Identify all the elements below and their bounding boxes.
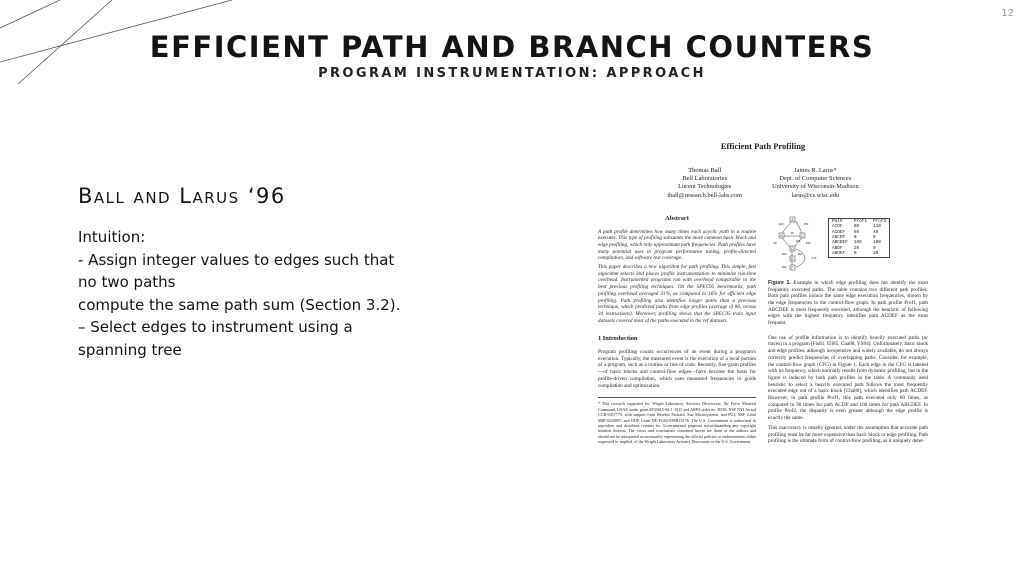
right-column-text <box>768 335 928 445</box>
table-cell: 20 <box>853 245 860 251</box>
paper-image <box>598 135 928 555</box>
author-block <box>667 167 742 200</box>
abstract-paragraph: A path profile determines how many times each acyclic path in a routine executes. This type of profiling subsumes the more common basic block and edge profiling, which only approximate path frequencies. Path profiles have many potential uses in program performance tuning, profile-directed compilation, and software test coverage. <box>598 228 756 262</box>
table-header: Prof1 <box>853 218 867 224</box>
author-name: James R. Larus* <box>794 167 837 174</box>
body-text <box>78 226 448 362</box>
table-cell: 0 <box>853 251 857 257</box>
cfg-edge-label: 110 <box>797 251 803 256</box>
intro-paragraph: Program profiling counts occurrences of an event during a program's execution. Typically, the measured event is the execution of a local portion of a program, such as a routine or line of code. Recently, fine-grain profiles—of basic blocks and control-flow edges—have become the basis for profile-driven compilation, which uses measured frequencies to guide compilation and optimization. <box>598 349 756 389</box>
slide-subtitle: PROGRAM INSTRUMENTATION: APPROACH <box>318 66 706 81</box>
cfg-node-label: D <box>791 246 794 251</box>
author-block <box>772 167 859 200</box>
section-heading: Ball and Larus ‘96 <box>78 184 286 208</box>
author-name: Thomas Ball <box>688 167 722 174</box>
figure-caption <box>768 280 928 327</box>
cfg-node-label: B <box>780 233 783 238</box>
table-cell: 100 <box>853 240 862 246</box>
slide-title: EFFICIENT PATH AND BRANCH COUNTERS <box>149 30 875 64</box>
table-cell: 100 <box>873 240 881 246</box>
paper-title: Efficient Path Profiling <box>720 141 806 151</box>
cfg-edge-label: 160 <box>781 264 787 269</box>
body-line: compute the same path sum (Section 3.2). <box>78 295 401 314</box>
figure-1 <box>768 216 928 272</box>
table-cell: 40 <box>873 229 879 235</box>
author-email: larus@cs.wisc.edu <box>791 191 840 199</box>
cfg-edge-label: 160 <box>781 251 787 256</box>
cfg-edge-label: 120 <box>778 221 784 226</box>
table-cell: ACDEF <box>832 229 846 235</box>
cfg-node-label: A <box>791 217 794 222</box>
cfg-node-label: C <box>801 233 804 238</box>
table-cell: 20 <box>873 251 879 257</box>
table-cell: 110 <box>873 224 881 230</box>
table-cell: ACDF <box>832 224 843 230</box>
figure-caption-label: Figure 1. <box>768 279 791 286</box>
body-line: – Select edges to instrument using a <box>78 318 353 337</box>
table-header: Prof2 <box>873 218 887 224</box>
abstract-heading: Abstract <box>665 214 689 222</box>
cfg-edge-label: 270 <box>811 255 817 260</box>
cfg-node-label: E <box>791 256 794 261</box>
table-header: Path <box>832 218 843 224</box>
body-line: - Assign integer values to edges such that <box>78 250 395 269</box>
paper-left-column <box>598 216 756 448</box>
author-affiliation: University of Wisconsin-Madison <box>772 183 859 191</box>
body-line: spanning tree <box>78 340 182 359</box>
control-flow-graph <box>768 216 820 272</box>
intro-heading: 1 Introduction <box>598 335 638 343</box>
right-paragraph: This inaccuracy is usually ignored, under the assumption that accurate path profiling must be far more expensive than basic block or edge profiling. Path profiling is the ultimate form of control-flow profiling, as it uniquely deter- <box>768 424 928 445</box>
paper-authors <box>598 167 928 200</box>
page-number: 12 <box>1001 8 1014 19</box>
cfg-edge-label: 100 <box>795 238 801 243</box>
paper-right-column <box>768 216 928 448</box>
cfg-edge-label: 20 <box>773 240 777 245</box>
body-line: no two paths <box>78 273 176 292</box>
paper-columns <box>598 216 928 448</box>
path-profile-table <box>828 218 890 258</box>
abstract-text <box>598 229 756 325</box>
table-cell: ABDF <box>832 245 843 251</box>
intro-text <box>598 349 756 389</box>
body-line: Intuition: <box>78 228 146 246</box>
right-paragraph: One use of profile information is to identify heavily executed paths (or traces) in a program [Fis81, Ell85, Cha88, YS94]. Unfortunately, basic block and edge profiles, although inexpensive and widely available, do not always correctly predict frequencies of overlapping paths. Consider, for example, the control-flow graph (CFG) in Figure 1. Each edge in the CFG is labeled with its frequency, which normally results from dynamic profiling, but in the figure is induced by both path profiles in the table. A commonly used heuristic to select a heavily executed path follows the most frequently executed edge out of a basic block [Cha88], which identifies path ACDEF. However, in path profile Prof1, this path executed only 60 times, as compared to 90 times for path ACDF and 100 times for path ABCDEF. In profile Prof2, the disparity is even greater although the edge profile is exactly the same. <box>768 334 928 422</box>
abstract-paragraph: This paper describes a new algorithm for path profiling. This simple, fast algorithm selects and places profile instrumentation to minimize run-time overhead. Instrumented programs run with overhead comparable to the best previous profiling techniques. On the SPEC95 benchmarks, path profiling overhead averaged 31%, as compared to 16% for efficient edge profiling. Path profiling also identifies longer paths than a previous technique, which predicted paths from edge profiles (average of 88, versus 34 instructions). Moreover, profiling shows that the SPEC95 train input datasets covered most of the paths executed in the ref datasets. <box>598 264 756 324</box>
cfg-edge-label: 150 <box>803 221 809 226</box>
table-row <box>829 251 890 257</box>
table-cell: ABCDEF <box>832 240 848 246</box>
table-cell: 0 <box>853 235 857 241</box>
table-cell: 0 <box>873 245 876 251</box>
cfg-edge-label: 20 <box>790 230 794 235</box>
cfg-edge-label: 250 <box>805 240 811 245</box>
figure-caption-text: Example in which edge profiling does not identify the most frequently executed paths. The table contains two different path profiles. Both path profiles induce the same edge execution frequencies, shown by the edge frequencies in the control-flow graph. In path profile Prof1, path ABCDEF is most frequently executed, although the heuristic of following edges with the highest frequency identifies path ACDEF as the most frequent. <box>768 279 929 327</box>
author-email: tball@research.bell-labs.com <box>667 191 743 199</box>
footnote: * This research supported by: Wright Laboratory Avionics Directorate, Air Force Material Command, USAF, under grant #F33615-94-1-1525 and ARPA order no. B550; NSF NYI Award CCR-9357779, with support from Hewlett Packard, Sun Microsystems, and PGI; NSF Grant MIP-9225097; and DOE Grant DE-FG02-93ER25176. The U.S. Government is authorized to reproduce and distribute reprints for Governmental purposes notwithstanding any copyright notation thereon. The views and conclusions contained herein are those of the authors and should not be interpreted as necessarily representing the official policies or endorsements, either expressed or implied, of the Wright Laboratory Avionics Directorate or the U.S. Government. <box>598 397 756 444</box>
cfg-node-label: F <box>791 265 794 270</box>
author-affiliation: Lucent Technologies <box>678 183 732 191</box>
author-affiliation: Dept. of Computer Sciences <box>779 175 852 183</box>
table-cell: ABCDF <box>832 235 846 241</box>
table-cell: ABDEF <box>832 251 846 257</box>
author-affiliation: Bell Laboratories <box>682 175 727 183</box>
table-cell: 90 <box>853 224 860 230</box>
table-cell: 60 <box>853 229 860 235</box>
table-cell: 0 <box>873 235 876 241</box>
